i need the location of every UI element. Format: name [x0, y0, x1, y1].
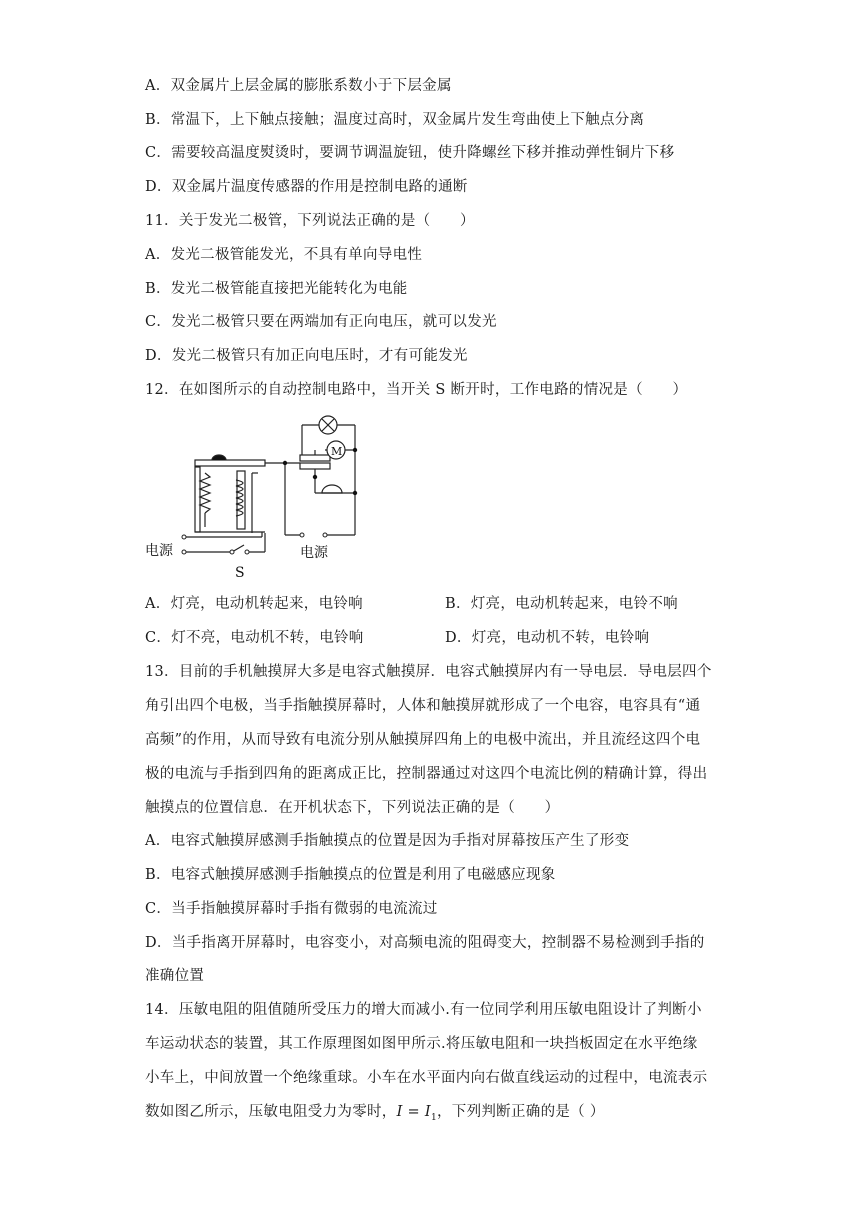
q13-line5: 触摸点的位置信息．在开机状态下，下列说法正确的是（ ）: [145, 800, 560, 816]
q11-stem: 11．关于发光二极管，下列说法正确的是（ ）: [145, 213, 475, 229]
q13-line3: 高频”的作用，从而导致有电流分别从触摸屏四角上的电极中流出，并且流经这四个电: [145, 732, 701, 748]
q13-option-a: A．电容式触摸屏感测手指触摸点的位置是因为手指对屏幕按压产生了形变: [145, 833, 630, 849]
relay-circuit-figure: [140, 405, 380, 580]
q14-line4-text: 数如图乙所示，压敏电阻受力为零时，: [145, 1104, 397, 1120]
q10-option-c: C．需要较高温度熨烫时，要调节调温旋钮，使升降螺丝下移并推动弹性铜片下移: [145, 145, 675, 161]
q13-line1: 13．目前的手机触摸屏大多是电容式触摸屏．电容式触摸屏内有一导电层．导电层四个: [145, 664, 712, 680]
q12-option-d: D．灯亮，电动机不转，电铃响: [445, 630, 650, 646]
q14-line3: 小车上，中间放置一个绝缘重球。小车在水平面内向右做直线运动的过程中，电流表示: [145, 1070, 708, 1086]
q13-option-c: C．当手指触摸屏幕时手指有微弱的电流流过: [145, 901, 438, 917]
q13-line4: 极的电流与手指到四角的距离成正比，控制器通过对这四个电流比例的精确计算，得出: [145, 766, 708, 782]
source-label-left: 电源: [145, 543, 173, 559]
q12-option-c: C．灯不亮，电动机不转，电铃响: [145, 630, 364, 646]
q12-stem: 12．在如图所示的自动控制电路中，当开关 S 断开时，工作电路的情况是（ ）: [145, 382, 688, 398]
q13-option-d-line1: D．当手指离开屏幕时，电容变小，对高频电流的阻碍变大，控制器不易检测到手指的: [145, 935, 705, 951]
current-symbol: I: [396, 1104, 403, 1120]
source-label-right: 电源: [300, 545, 328, 561]
q10-option-b: B．常温下，上下触点接触；温度过高时，双金属片发生弯曲使上下触点分离: [145, 112, 645, 128]
q14-line1: 14．压敏电阻的阻值随所受压力的增大而减小.有一位同学利用压敏电阻设计了判断小: [145, 1002, 702, 1018]
q11-option-a: A．发光二极管能发光，不具有单向导电性: [145, 247, 423, 263]
current-i1-symbol: I: [424, 1104, 431, 1120]
q10-option-a: A．双金属片上层金属的膨胀系数小于下层金属: [145, 78, 452, 94]
motor-label: M: [331, 445, 343, 458]
q13-line2: 角引出四个电极，当手指触摸屏幕时，人体和触摸屏就形成了一个电容，电容具有“通: [145, 698, 701, 714]
switch-label: S: [235, 565, 245, 580]
current-i1-subscript: 1: [430, 1112, 437, 1123]
q13-option-d-line2: 准确位置: [145, 968, 205, 984]
q14-line4-tail: ，下列判断正确的是（ ）: [436, 1104, 605, 1120]
q12-option-b: B．灯亮，电动机转起来，电铃不响: [445, 596, 678, 612]
q14-line2: 车运动状态的装置，其工作原理图如图甲所示.将压敏电阻和一块挡板固定在水平绝缘: [145, 1036, 698, 1052]
q14-line4: [145, 1100, 605, 1123]
equals-sign: =: [402, 1104, 425, 1120]
q11-option-b: B．发光二极管能直接把光能转化为电能: [145, 281, 408, 297]
q10-option-d: D．双金属片温度传感器的作用是控制电路的通断: [145, 179, 468, 195]
q11-option-c: C．发光二极管只要在两端加有正向电压，就可以发光: [145, 314, 497, 330]
q13-option-b: B．电容式触摸屏感测手指触摸点的位置是利用了电磁感应现象: [145, 867, 556, 883]
q12-option-a: A．灯亮，电动机转起来，电铃响: [145, 596, 363, 612]
q11-option-d: D．发光二极管只有加正向电压时，才有可能发光: [145, 348, 468, 364]
